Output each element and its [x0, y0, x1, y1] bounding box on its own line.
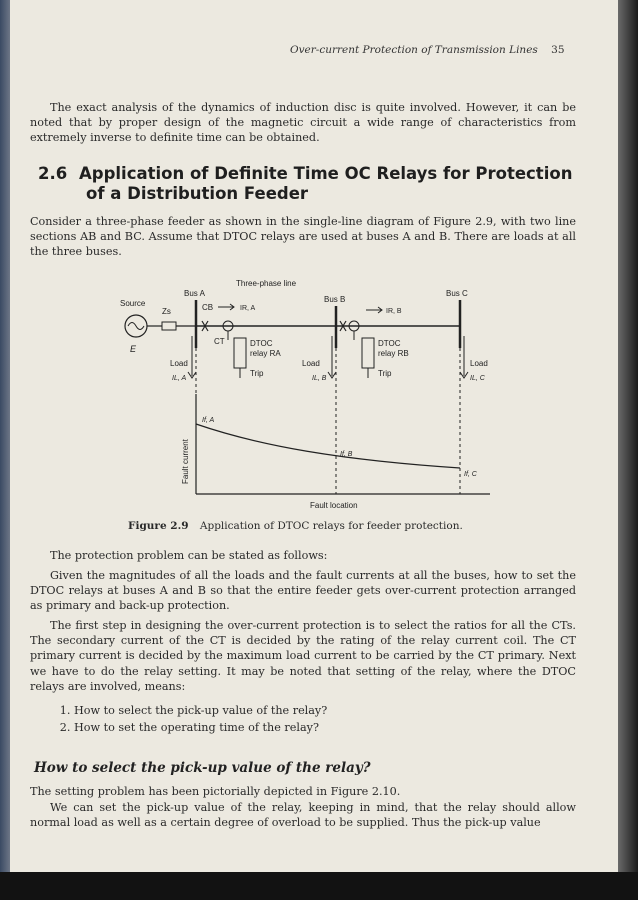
book-page — [10, 0, 618, 872]
fault-current-curve — [196, 424, 460, 468]
trip-a-label: Trip — [250, 369, 264, 378]
il-b-label: IL, B — [312, 375, 327, 382]
running-header — [290, 44, 565, 56]
il-c-label: IL, C — [470, 375, 485, 382]
section-heading — [38, 164, 572, 204]
bus-c-label: Bus C — [446, 289, 468, 298]
paragraph-consider: Consider a three-phase feeder as shown in the single-line diagram of Figure 2.9, with two line sections AB and BC. Assume that DTOC relays are used at buses A and B. There are loads at all the three buses. — [30, 215, 576, 259]
il-a-label: IL, A — [172, 375, 187, 382]
section-number: 2.6 — [38, 164, 68, 183]
paragraph-pickup: We can set the pick-up value of the relay, keeping in mind, that the relay should allow normal load as well as a certain degree of overload to be supplied. Thus the pick-up value — [30, 801, 576, 830]
list-item: 1. How to select the pick-up value of the relay? — [74, 702, 327, 719]
bus-a-label: Bus A — [184, 289, 205, 298]
figure-2-9 — [110, 276, 500, 516]
list-item: 2. How to set the operating time of the relay? — [74, 719, 327, 736]
load-a-label: Load — [170, 359, 188, 368]
bus-b-label: Bus B — [324, 295, 346, 304]
dtoc-a-label: DTOC — [250, 339, 273, 348]
paragraph-intro: The exact analysis of the dynamics of induction disc is quite involved. However, it can be noted that by proper design of the magnetic circuit a wide range of characteristics from extremely inverse to definite time can be obtained. — [30, 101, 576, 145]
irb-arrow-icon — [366, 307, 382, 313]
irb-label: IR, B — [386, 308, 402, 315]
three-phase-line-label: Three-phase line — [236, 279, 297, 288]
relay-b-box — [362, 338, 374, 368]
running-title: Over-current Protection of Transmission Lines — [290, 44, 538, 56]
page-shadow-edge — [618, 0, 638, 900]
section-title-line1: Application of Definite Time OC Relays for Protection — [78, 164, 573, 183]
source-label: Source — [120, 299, 146, 308]
ira-label: IR, A — [240, 305, 256, 312]
paragraph-first-step: The first step in designing the over-current protection is to select the ratios for all the CTs. The secondary current of the CT is decided by the rating of the relay current coil. The CT primary current is decided by the maximum load current to be carried by the CT primary. Next we have to do the relay setting. It may be noted that setting of the relay, where the DTOC relays are involved, means: — [30, 619, 576, 693]
relay-a-box — [234, 338, 246, 368]
ira-arrow-icon — [218, 304, 234, 310]
fault-location-label: Fault location — [310, 501, 358, 510]
if-b-label: If, B — [340, 451, 353, 458]
feeder-diagram — [110, 276, 500, 512]
section-title-line2: of a Distribution Feeder — [86, 184, 309, 203]
if-c-label: If, C — [464, 471, 477, 478]
paragraph-setting: The setting problem has been pictorially depicted in Figure 2.10. — [30, 785, 401, 798]
load-b-label: Load — [302, 359, 320, 368]
page-number: 35 — [551, 44, 565, 56]
figure-caption-text: Application of DTOC relays for feeder protection. — [199, 520, 463, 532]
cb-label: CB — [202, 303, 214, 312]
setting-questions-list — [58, 702, 327, 736]
load-c-label: Load — [470, 359, 488, 368]
if-a-label: If, A — [202, 417, 215, 424]
relay-a-label: relay RA — [250, 349, 281, 358]
scan-bottom-edge — [0, 872, 638, 900]
figure-caption-label: Figure 2.9 — [128, 520, 189, 532]
relay-b-label: relay RB — [378, 349, 409, 358]
book-spine-edge — [0, 0, 10, 900]
zs-label: Zs — [162, 307, 171, 316]
figure-caption — [128, 520, 463, 532]
paragraph-given: Given the magnitudes of all the loads and the fault currents at all the buses, how to set the DTOC relays at buses A and B so that the entire feeder gets over-current protection arranged as primary and back-up protection. — [30, 569, 576, 613]
paragraph-problem: The protection problem can be stated as follows: — [50, 549, 328, 562]
ac-wave-icon — [128, 323, 144, 330]
dtoc-b-label: DTOC — [378, 339, 401, 348]
fault-current-axis-label: Fault current — [181, 439, 190, 484]
trip-b-label: Trip — [378, 369, 392, 378]
zs-box — [162, 322, 176, 330]
subheading-pickup: How to select the pick-up value of the relay? — [34, 760, 371, 776]
emf-label: E — [130, 344, 137, 354]
ct-label: CT — [214, 337, 225, 346]
